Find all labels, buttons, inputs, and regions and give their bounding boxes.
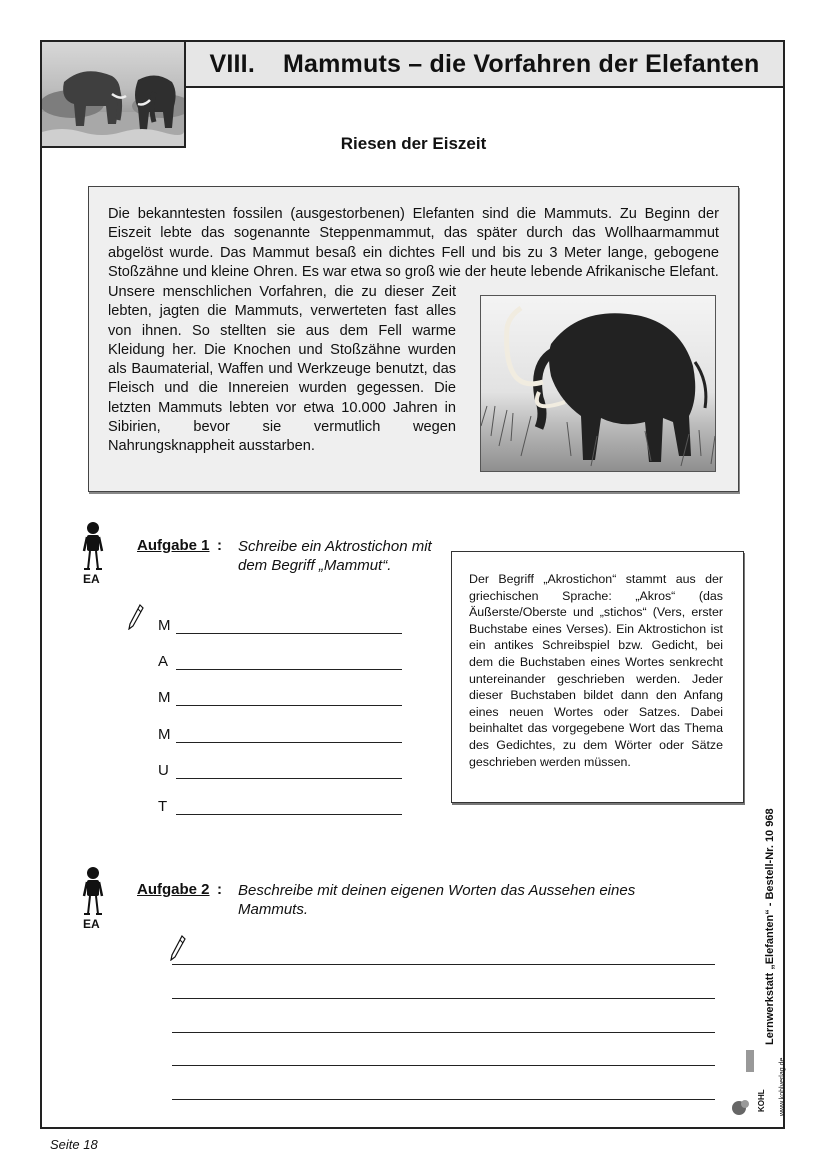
- publisher-url: www.kohlverlag.de: [779, 1057, 786, 1116]
- acrostic-line[interactable]: [176, 725, 402, 743]
- series-order-number: Lernwerkstatt „Elefanten“ - Bestell-Nr. 10 968: [764, 808, 776, 1045]
- ea-badge: EA: [83, 917, 100, 931]
- chapter-header: [186, 40, 785, 88]
- answer-line[interactable]: [172, 980, 715, 999]
- acrostic-letter: T: [158, 798, 168, 815]
- mammoth-illustration: [480, 295, 716, 472]
- person-icon: [82, 521, 104, 576]
- acrostic-letter: M: [158, 726, 171, 743]
- acrostic-line[interactable]: [176, 652, 402, 670]
- person-icon: [82, 866, 104, 921]
- definition-text: Der Begriff „Akrostichon“ stammt aus der griechischen Sprache: „Akros“ (das Äußerste/Oberste und „stichos“ (Vers, erster Buchstabe eines Verses). Ein Aktrostichon ist ein antikes Schreibspiel bzw. Gedicht, bei dem die Buchstaben eines Wortes senkrecht untereinander geschrieben werden. Jeder dieser Buchstaben bildet dann den Anfang eines neuen Wortes oder Satzes. Dabei beinhaltet das vorgegebene Wort das Thema des Gedichtes, zu dem Wörter oder Sätze geschrieben werden müssen.: [469, 572, 723, 769]
- task2-text: Beschreibe mit deinen eigenen Worten das Aussehen eines Mammuts.: [238, 882, 636, 918]
- publisher-name: KOHL: [757, 1089, 766, 1112]
- task2-colon: :: [217, 881, 222, 898]
- acrostic-line[interactable]: [176, 688, 402, 706]
- task1-text: Schreibe ein Aktrostichon mit dem Begriff „Mammut“.: [238, 538, 432, 574]
- chapter-title-text: Mammuts – die Vorfahren der Elefanten: [282, 49, 760, 78]
- task2-label: Aufgabe 2: [137, 881, 210, 898]
- answer-line[interactable]: [172, 1014, 715, 1033]
- chapter-title: [210, 50, 760, 79]
- info-paragraph-top: Die bekanntesten fossilen (ausgestorbenen) Elefanten sind die Mammuts. Zu Beginn der Eiszeit lebte das sogenannte Steppenmammut, das später durch das Wollhaarmammut abgelöst wurde. Das Mammut besaß ein dichtes Fell und bis zu 3 Meter lange, gebogene Stoßzähne und kleine Ohren. Es war etwa so groß wie der heute lebende Afrikanische Elefant.: [108, 206, 719, 280]
- info-paragraph-side: Unsere menschlichen Vorfahren, die zu dieser Zeit lebten, jagten die Mammuts, verwerteten fast alles von ihnen. So stellten sie aus dem Fell warme Kleidung her. Die Knochen und Stoßzähne wurden als Baumaterial, Waffen und Werkzeuge benutzt, das Fleisch und die Innereien wurden gegessen. Die letzten Mammuts lebten vor etwa 10.000 Jahren in Sibirien, bevor sie vermutlich wegen Nahrungsknappheit ausstarben.: [108, 284, 456, 455]
- page-number: Seite 18: [50, 1137, 98, 1152]
- section-subtitle: Riesen der Eiszeit: [340, 134, 487, 153]
- answer-line[interactable]: [172, 946, 715, 965]
- acrostic-line[interactable]: [176, 616, 402, 634]
- acrostic-letter: U: [158, 762, 169, 779]
- pencil-icon: [128, 604, 144, 635]
- ea-badge: EA: [83, 572, 100, 586]
- acrostic-line[interactable]: [176, 761, 402, 779]
- answer-line[interactable]: [172, 1047, 715, 1066]
- chapter-number: VIII.: [209, 49, 255, 78]
- elephant-photo: [40, 40, 186, 148]
- acrostic-letter: M: [158, 617, 171, 634]
- task1-colon: :: [217, 537, 222, 554]
- publisher-logo: [730, 1050, 756, 1118]
- acrostic-line[interactable]: [176, 797, 402, 815]
- answer-line[interactable]: [172, 1081, 715, 1100]
- acrostic-letter: A: [158, 653, 169, 670]
- acrostic-letter: M: [158, 689, 171, 706]
- task1-label: Aufgabe 1: [137, 537, 210, 554]
